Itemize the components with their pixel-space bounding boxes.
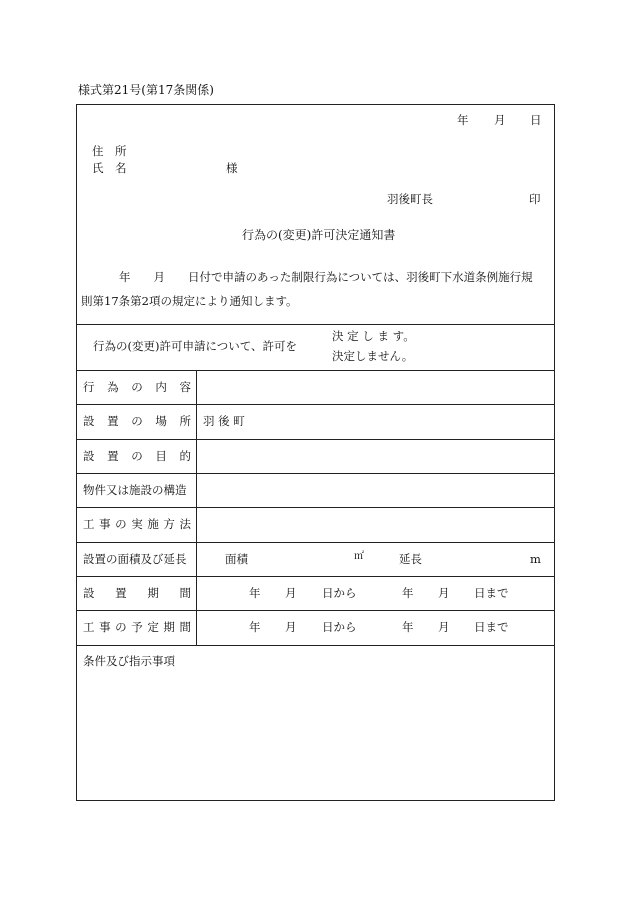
install-from-suffix: 日から	[322, 586, 357, 600]
construction-to-year: 年	[402, 620, 414, 634]
row-label-structure: 物件又は施設の構造	[83, 483, 187, 497]
divider	[77, 404, 554, 405]
body-line-2: 則第17条第2項の規定により通知します。	[81, 294, 298, 308]
divider	[77, 324, 554, 325]
body-line-1: 年 月 日付で申請のあった制限行為については、羽後町下水道条例施行規	[119, 270, 533, 284]
decision-grant: 決 定 し ま す。	[332, 329, 415, 343]
divider	[77, 576, 554, 577]
row-label-method: 工 事 の 実 施 方 法	[83, 517, 191, 531]
row-label-purpose: 設 置 の 目 的	[83, 449, 191, 463]
construction-from-suffix: 日から	[322, 620, 357, 634]
install-to-year: 年	[402, 586, 414, 600]
name-label: 氏 名	[92, 161, 127, 175]
install-to-month: 月	[438, 586, 450, 600]
date-year: 年	[457, 113, 469, 127]
divider	[77, 473, 554, 474]
decision-label: 行為の(変更)許可申請について、許可を	[93, 339, 298, 353]
divider	[77, 610, 554, 611]
install-from-month: 月	[285, 586, 297, 600]
row-label-install-period: 設 置 期 間	[83, 586, 191, 600]
address-label: 住 所	[92, 144, 127, 158]
date-day: 日	[530, 113, 542, 127]
honorific: 様	[226, 161, 238, 175]
construction-from-year: 年	[249, 620, 261, 634]
divider	[77, 542, 554, 543]
issuer: 羽後町長	[387, 192, 433, 206]
area-unit: ㎡	[354, 551, 364, 562]
conditions-label: 条件及び指示事項	[83, 654, 175, 668]
construction-to-suffix: 日まで	[474, 620, 509, 634]
install-from-year: 年	[249, 586, 261, 600]
divider	[77, 645, 554, 646]
column-divider	[196, 370, 197, 645]
row-label-construction-period: 工 事 の 予 定 期 間	[83, 620, 191, 634]
row-label-content: 行 為 の 内 容	[83, 380, 191, 394]
row-value-location: 羽 後 町	[203, 414, 245, 428]
seal-mark: 印	[529, 192, 541, 206]
divider	[77, 439, 554, 440]
construction-to-month: 月	[438, 620, 450, 634]
date-month: 月	[494, 113, 506, 127]
divider	[77, 507, 554, 508]
row-label-area: 設置の面積及び延長	[83, 552, 187, 566]
length-label: 延長	[399, 552, 422, 566]
install-to-suffix: 日まで	[474, 586, 509, 600]
construction-from-month: 月	[285, 620, 297, 634]
divider	[77, 370, 554, 371]
decision-deny: 決定しません。	[332, 349, 414, 363]
form-box	[76, 104, 555, 801]
row-label-location: 設 置 の 場 所	[83, 414, 191, 428]
area-label: 面積	[225, 552, 248, 566]
document-title: 行為の(変更)許可決定通知書	[242, 228, 396, 242]
form-number: 様式第21号(第17条関係)	[78, 83, 214, 97]
length-unit: m	[530, 552, 541, 566]
